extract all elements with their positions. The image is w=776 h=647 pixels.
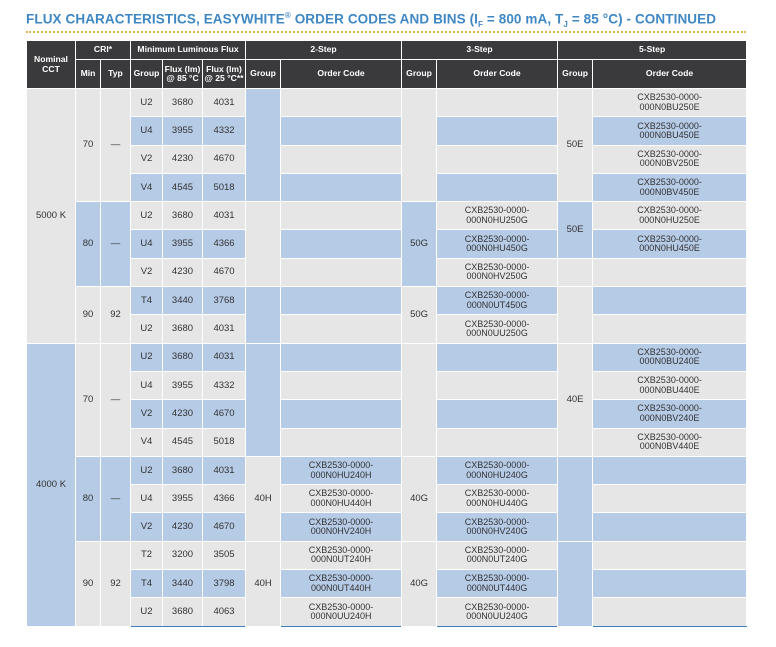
flux25-cell: 4670: [203, 513, 246, 541]
step5-code-cell: CXB2530-0000- 000N0HU250E: [593, 202, 747, 230]
step5-code-cell: [593, 456, 747, 484]
step5-group-header: Group: [558, 60, 593, 89]
step3-code-cell: CXB2530-0000- 000N0HV240G: [437, 513, 558, 541]
min-flux-header: Minimum Luminous Flux: [131, 41, 246, 60]
step5-code-cell: CXB2530-0000- 000N0BV250E: [593, 145, 747, 173]
flux85-cell: 4230: [163, 400, 203, 428]
flux25-cell: 4670: [203, 258, 246, 286]
flux-group-cell: V2: [131, 145, 163, 173]
header-row: [27, 41, 747, 60]
cri-typ-cell: —: [101, 343, 131, 456]
cri-min-cell: 80: [76, 202, 101, 287]
flux25-cell: 3798: [203, 570, 246, 598]
step3-code-cell: CXB2530-0000- 000N0UT240G: [437, 541, 558, 569]
flux25-cell: 4031: [203, 343, 246, 371]
step5-code-cell: [593, 258, 747, 286]
flux85-cell: 3200: [163, 541, 203, 569]
step3-group-cell: 40G: [402, 456, 437, 541]
step2-code-cell: CXB2530-0000- 000N0UT440H: [281, 570, 402, 598]
flux25-header: Flux (lm) @ 25 °C**: [203, 60, 246, 89]
table-row: [27, 89, 747, 117]
cri-min-cell: 70: [76, 343, 101, 456]
table-row: [27, 315, 747, 343]
step2-code-cell: CXB2530-0000- 000N0UU240H: [281, 598, 402, 626]
step2-code-cell: [281, 287, 402, 315]
flux85-cell: 4545: [163, 428, 203, 456]
step5-group-cell: 40E: [558, 343, 593, 456]
flux85-cell: 3955: [163, 485, 203, 513]
step3-code-cell: [437, 117, 558, 145]
flux85-cell: 4230: [163, 145, 203, 173]
step5-code-cell: [593, 598, 747, 626]
flux-group-cell: V4: [131, 173, 163, 201]
step2-group-cell: [246, 89, 281, 202]
table-row: [27, 400, 747, 428]
step3-group-cell: 40G: [402, 541, 437, 626]
step3-code-cell: CXB2530-0000- 000N0UU250G: [437, 315, 558, 343]
flux25-cell: 4031: [203, 315, 246, 343]
step2-group-cell: 40H: [246, 541, 281, 626]
cri-min-header: Min: [76, 60, 101, 89]
step3-code-cell: [437, 173, 558, 201]
step2-code-cell: [281, 343, 402, 371]
step5-code-cell: CXB2530-0000- 000N0HU450E: [593, 230, 747, 258]
flux25-cell: 4332: [203, 371, 246, 399]
step5-group-cell: 50E: [558, 89, 593, 202]
step2-code-cell: [281, 428, 402, 456]
step5-code-cell: CXB2530-0000- 000N0BU240E: [593, 343, 747, 371]
step2-code-cell: [281, 173, 402, 201]
cri-header: CRI*: [76, 41, 131, 60]
flux25-cell: 5018: [203, 173, 246, 201]
step3-code-cell: CXB2530-0000- 000N0UU240G: [437, 598, 558, 626]
flux25-cell: 4031: [203, 456, 246, 484]
nominal-cct-header: Nominal CCT: [27, 41, 76, 89]
flux25-cell: 4366: [203, 485, 246, 513]
step2-code-cell: [281, 315, 402, 343]
flux25-cell: 4063: [203, 598, 246, 626]
flux85-cell: 3680: [163, 456, 203, 484]
step5-code-cell: [593, 513, 747, 541]
step5-code-cell: CXB2530-0000- 000N0BV440E: [593, 428, 747, 456]
cri-typ-cell: —: [101, 202, 131, 287]
table-row: [27, 541, 747, 569]
flux25-cell: 4670: [203, 145, 246, 173]
table-row: [27, 371, 747, 399]
flux-group-cell: T4: [131, 570, 163, 598]
step2-code-cell: CXB2530-0000- 000N0HV240H: [281, 513, 402, 541]
title-divider: [26, 31, 746, 33]
flux25-cell: 4670: [203, 400, 246, 428]
step3-header: 3-Step: [402, 41, 558, 60]
flux85-cell: 3680: [163, 315, 203, 343]
step5-group-cell: [558, 258, 593, 286]
step5-code-cell: CXB2530-0000- 000N0BV450E: [593, 173, 747, 201]
step2-code-cell: [281, 371, 402, 399]
step3-group-cell: 50G: [402, 287, 437, 344]
step5-code-cell: CXB2530-0000- 000N0BU440E: [593, 371, 747, 399]
step5-code-cell: [593, 485, 747, 513]
flux-group-cell: U2: [131, 343, 163, 371]
step5-code-cell: CXB2530-0000- 000N0BU450E: [593, 117, 747, 145]
table-row: [27, 230, 747, 258]
cri-min-cell: 90: [76, 287, 101, 344]
step3-code-cell: [437, 145, 558, 173]
flux85-cell: 4230: [163, 258, 203, 286]
flux85-cell: 3440: [163, 287, 203, 315]
flux25-cell: 4031: [203, 202, 246, 230]
cri-min-cell: 90: [76, 541, 101, 626]
step3-code-cell: CXB2530-0000- 000N0HU240G: [437, 456, 558, 484]
step3-code-cell: [437, 371, 558, 399]
step3-group-cell: [402, 343, 437, 456]
flux-group-cell: U2: [131, 202, 163, 230]
flux25-cell: 4332: [203, 117, 246, 145]
cri-min-cell: 80: [76, 456, 101, 541]
step3-code-cell: CXB2530-0000- 000N0HU440G: [437, 485, 558, 513]
step2-code-cell: [281, 89, 402, 117]
step2-code-cell: [281, 117, 402, 145]
step3-code-cell: CXB2530-0000- 000N0UT450G: [437, 287, 558, 315]
step2-code-cell: CXB2530-0000- 000N0HU440H: [281, 485, 402, 513]
subheader-row: [27, 60, 747, 89]
step3-code-cell: CXB2530-0000- 000N0HV250G: [437, 258, 558, 286]
flux-group-cell: U2: [131, 89, 163, 117]
flux-group-cell: U2: [131, 598, 163, 626]
step5-code-cell: [593, 570, 747, 598]
flux-group-cell: T4: [131, 287, 163, 315]
flux85-cell: 3680: [163, 598, 203, 626]
flux-group-cell: U4: [131, 230, 163, 258]
step2-code-cell: [281, 230, 402, 258]
cri-min-cell: 70: [76, 89, 101, 202]
step2-code-header: Order Code: [281, 60, 402, 89]
flux-group-cell: V4: [131, 428, 163, 456]
flux85-cell: 4545: [163, 173, 203, 201]
step2-code-cell: [281, 258, 402, 286]
flux25-cell: 4366: [203, 230, 246, 258]
table-row: [27, 117, 747, 145]
step5-group-cell: [558, 287, 593, 344]
cri-typ-cell: —: [101, 456, 131, 541]
flux-group-cell: U4: [131, 117, 163, 145]
step2-group-cell: [246, 287, 281, 344]
flux-group-cell: U4: [131, 485, 163, 513]
step5-code-cell: [593, 287, 747, 315]
table-row: [27, 287, 747, 315]
step2-header: 2-Step: [246, 41, 402, 60]
cri-typ-cell: —: [101, 89, 131, 202]
table-row: [27, 598, 747, 626]
step5-group-cell: 50E: [558, 202, 593, 259]
flux-group-cell: U4: [131, 371, 163, 399]
step5-code-cell: [593, 315, 747, 343]
cri-typ-header: Typ: [101, 60, 131, 89]
flux-group-cell: V2: [131, 513, 163, 541]
flux-table: [26, 40, 747, 627]
flux-group-cell: U2: [131, 315, 163, 343]
step2-group-cell: 40H: [246, 456, 281, 541]
table-row: [27, 485, 747, 513]
cct-cell: 4000 K: [27, 343, 76, 626]
step3-code-header: Order Code: [437, 60, 558, 89]
flux25-cell: 3768: [203, 287, 246, 315]
step5-group-cell: [558, 456, 593, 541]
flux25-cell: 4031: [203, 89, 246, 117]
flux-group-header: Group: [131, 60, 163, 89]
step2-group-cell: [246, 202, 281, 287]
step3-group-header: Group: [402, 60, 437, 89]
flux-group-cell: V2: [131, 400, 163, 428]
step2-group-header: Group: [246, 60, 281, 89]
flux85-cell: 4230: [163, 513, 203, 541]
step2-code-cell: CXB2530-0000- 000N0HU240H: [281, 456, 402, 484]
step3-code-cell: [437, 400, 558, 428]
step3-group-cell: [402, 89, 437, 202]
step5-header: 5-Step: [558, 41, 747, 60]
step3-code-cell: [437, 343, 558, 371]
step3-group-cell: 50G: [402, 202, 437, 287]
step5-code-cell: [593, 541, 747, 569]
step2-group-cell: [246, 343, 281, 456]
flux-group-cell: T2: [131, 541, 163, 569]
step3-code-cell: CXB2530-0000- 000N0HU450G: [437, 230, 558, 258]
step5-code-cell: CXB2530-0000- 000N0BU250E: [593, 89, 747, 117]
table-row: [27, 570, 747, 598]
table-row: [27, 202, 747, 230]
flux85-cell: 3680: [163, 343, 203, 371]
step5-group-cell: [558, 541, 593, 626]
flux85-cell: 3680: [163, 202, 203, 230]
table-row: [27, 513, 747, 541]
page-title: FLUX CHARACTERISTICS, EASYWHITE® ORDER CODES AND BINS ($I_F = 800$ mA, $T_J = 85$ °C) - CONTINUED: [26, 11, 717, 29]
step3-code-cell: CXB2530-0000- 000N0UT440G: [437, 570, 558, 598]
step2-code-cell: [281, 202, 402, 230]
flux85-cell: 3440: [163, 570, 203, 598]
table-row: [27, 428, 747, 456]
flux85-cell: 3955: [163, 117, 203, 145]
step2-code-cell: CXB2530-0000- 000N0UT240H: [281, 541, 402, 569]
step3-code-cell: [437, 428, 558, 456]
flux85-header: Flux (lm) @ 85 °C: [163, 60, 203, 89]
flux25-cell: 5018: [203, 428, 246, 456]
table-row: [27, 456, 747, 484]
flux-group-cell: U2: [131, 456, 163, 484]
flux-group-cell: V2: [131, 258, 163, 286]
step5-code-cell: CXB2530-0000- 000N0BV240E: [593, 400, 747, 428]
flux85-cell: 3680: [163, 89, 203, 117]
step3-code-cell: [437, 89, 558, 117]
flux85-cell: 3955: [163, 230, 203, 258]
step5-code-header: Order Code: [593, 60, 747, 89]
table-row: [27, 343, 747, 371]
cri-typ-cell: 92: [101, 287, 131, 344]
flux85-cell: 3955: [163, 371, 203, 399]
cct-cell: 5000 K: [27, 89, 76, 344]
flux25-cell: 3505: [203, 541, 246, 569]
table-row: [27, 145, 747, 173]
table-row: [27, 173, 747, 201]
step3-code-cell: CXB2530-0000- 000N0HU250G: [437, 202, 558, 230]
table-row: [27, 258, 747, 286]
step2-code-cell: [281, 145, 402, 173]
cri-typ-cell: 92: [101, 541, 131, 626]
step2-code-cell: [281, 400, 402, 428]
